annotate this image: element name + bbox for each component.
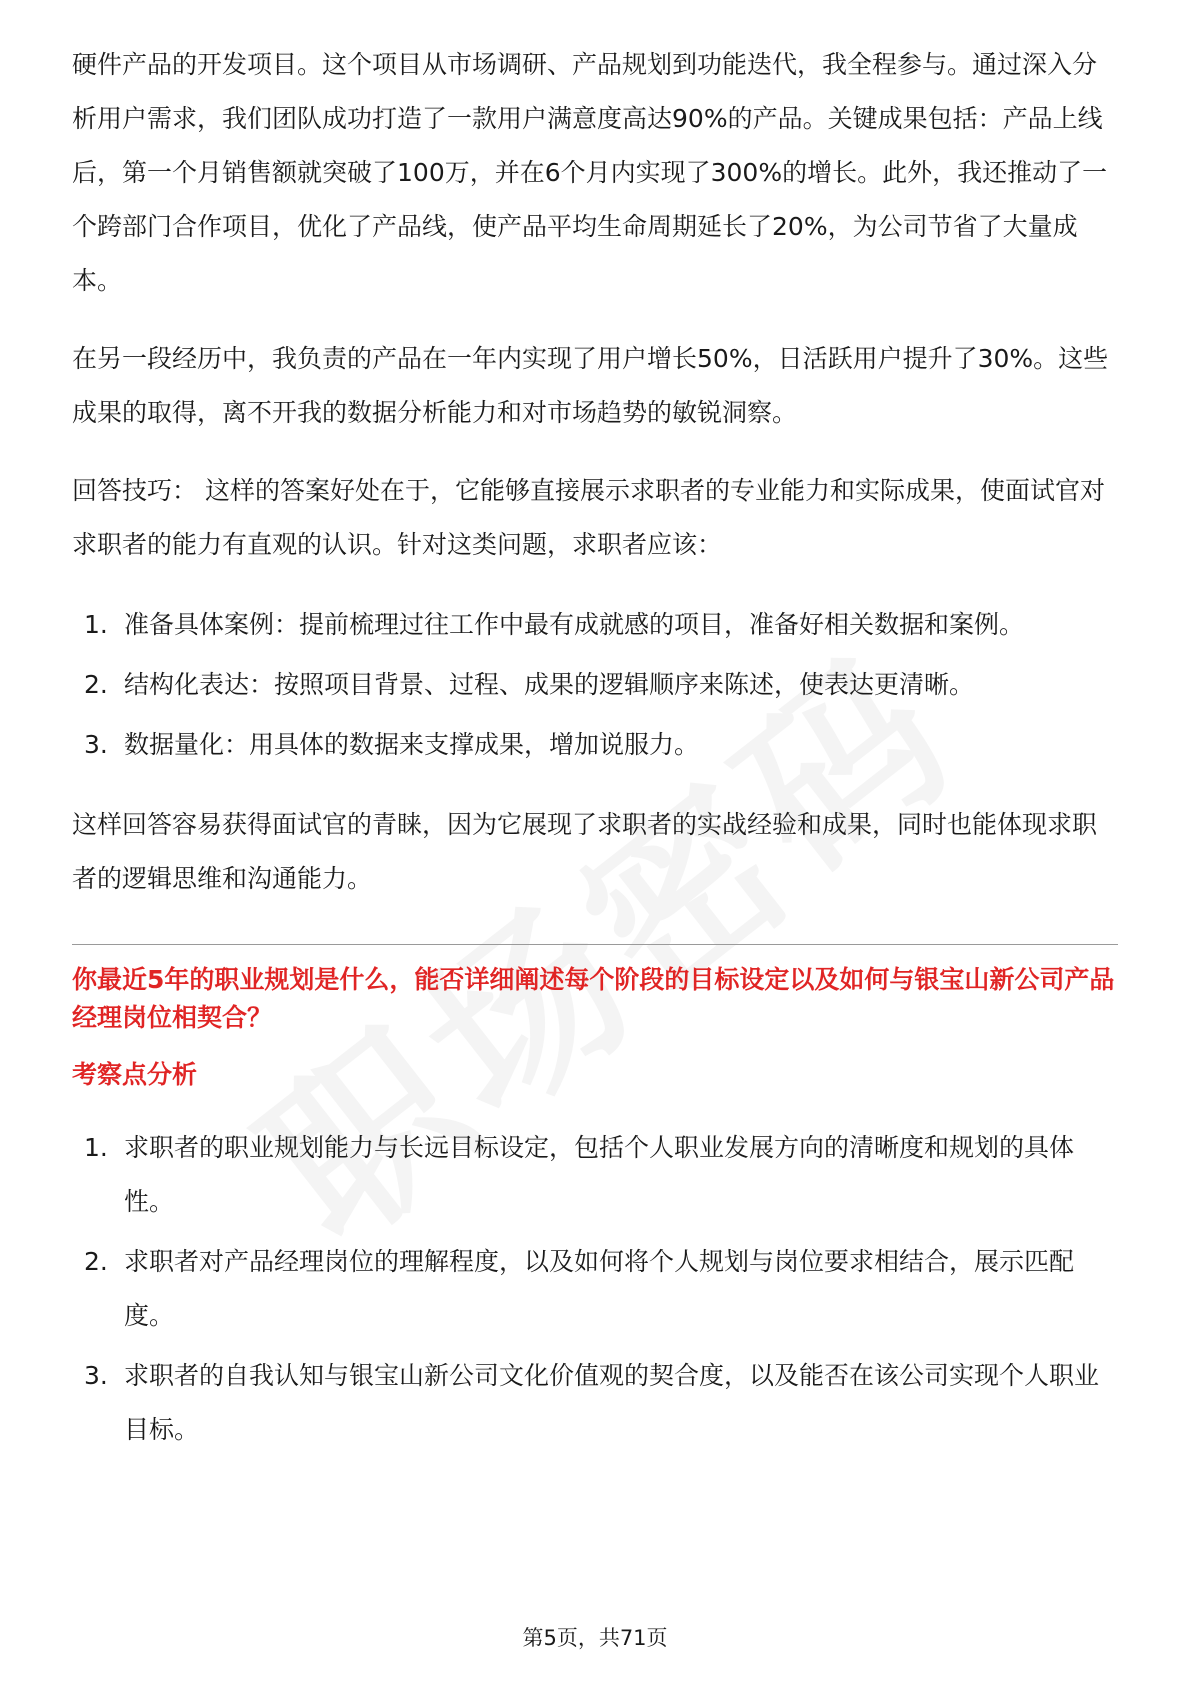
list-item-text: 求职者的职业规划能力与长远目标设定，包括个人职业发展方向的清晰度和规划的具体性。: [124, 1133, 1075, 1216]
list-item-text: 数据量化：用具体的数据来支撑成果，增加说服力。: [124, 730, 700, 759]
list-item-number: 2.: [84, 1247, 108, 1276]
section-divider: [72, 944, 1118, 945]
list-item: [72, 1121, 1118, 1229]
document-page: [72, 38, 1118, 1463]
answer-tips-paragraph: 回答技巧： 这样的答案好处在于，它能够直接展示求职者的专业能力和实际成果，使面试官对求职者的能力有直观的认识。针对这类问题，求职者应该：: [72, 476, 1105, 559]
list-item-text: 求职者的自我认知与银宝山新公司文化价值观的契合度，以及能否在该公司实现个人职业目标。: [124, 1361, 1100, 1444]
tips-list: [72, 598, 1118, 772]
list-item-text: 求职者对产品经理岗位的理解程度，以及如何将个人规划与岗位要求相结合，展示匹配度。: [124, 1247, 1075, 1330]
list-item-number: 3.: [84, 1361, 108, 1390]
list-item-text: 结构化表达：按照项目背景、过程、成果的逻辑顺序来陈述，使表达更清晰。: [124, 670, 975, 699]
closing-paragraph: 这样回答容易获得面试官的青睐，因为它展现了求职者的实战经验和成果，同时也能体现求职者的逻辑思维和沟通能力。: [72, 810, 1098, 893]
list-item: [72, 718, 1118, 772]
analysis-heading: 考察点分析: [72, 1060, 198, 1089]
intro-paragraph-2: 在另一段经历中，我负责的产品在一年内实现了用户增长50%，日活跃用户提升了30%。这些成果的取得，离不开我的数据分析能力和对市场趋势的敏锐洞察。: [72, 344, 1109, 427]
page-footer: 第5页，共71页: [522, 1626, 668, 1650]
list-item-number: 1.: [84, 1133, 108, 1162]
list-item: [72, 658, 1118, 712]
list-item-text: 准备具体案例：提前梳理过往工作中最有成就感的项目，准备好相关数据和案例。: [124, 610, 1025, 639]
list-item: [72, 598, 1118, 652]
list-item-number: 2.: [84, 670, 108, 699]
intro-paragraph-1: 硬件产品的开发项目。这个项目从市场调研、产品规划到功能迭代，我全程参与。通过深入分析用户需求，我们团队成功打造了一款用户满意度高达90%的产品。关键成果包括：产品上线后，第一个月销售额就突破了100万，并在6个月内实现了300%的增长。此外，我还推动了一个跨部门合作项目，优化了产品线，使产品平均生命周期延长了20%，为公司节省了大量成本。: [72, 50, 1108, 295]
interview-question: 你最近5年的职业规划是什么，能否详细阐述每个阶段的目标设定以及如何与银宝山新公司产品经理岗位相契合？: [72, 965, 1115, 1032]
list-item-number: 1.: [84, 610, 108, 639]
list-item: [72, 1349, 1118, 1457]
list-item-number: 3.: [84, 730, 108, 759]
list-item: [72, 1235, 1118, 1343]
analysis-list: [72, 1121, 1118, 1457]
